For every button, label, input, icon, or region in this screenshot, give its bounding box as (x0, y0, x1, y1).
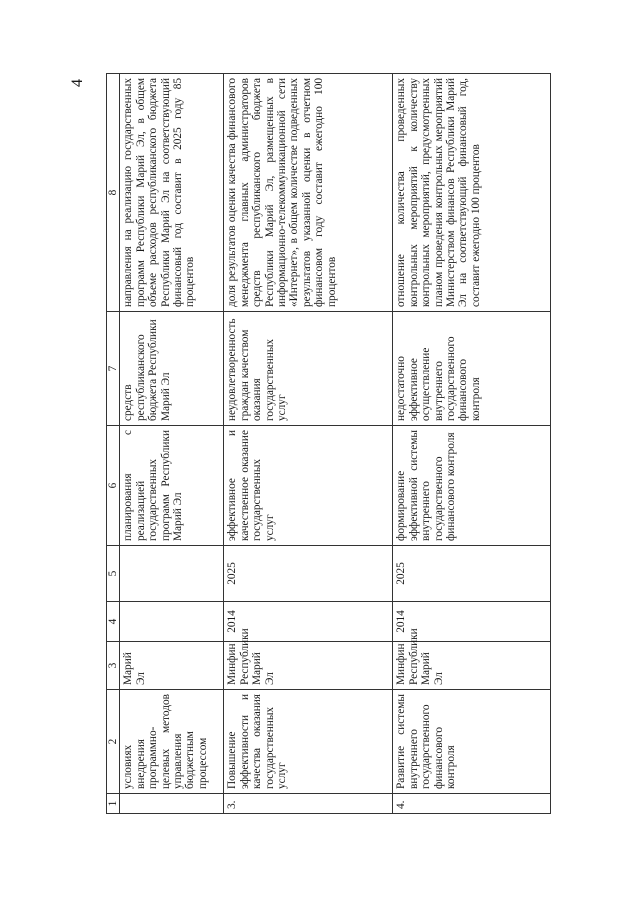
risk: неудовлетворенность граждан качеством оказания государственных услуг (224, 312, 393, 426)
risk: недостаточно эффективное осуществление внутреннего государственного финансового контроля (393, 312, 551, 426)
measures-table (106, 73, 551, 814)
table-row (393, 74, 551, 814)
expected-result: планирования с реализацией государственных программ Республики Марий Эл (120, 426, 224, 546)
expected-result: эффективное и качественное оказание государственных услуг (224, 426, 393, 546)
page-number: 4 (69, 79, 86, 87)
executor: Минфин Республики Марий Эл (393, 642, 551, 690)
executor: Марий Эл (120, 642, 224, 690)
end-year: 2025 (224, 546, 393, 602)
header-cell: 6 (107, 426, 120, 546)
row-number: 3. (224, 794, 393, 814)
header-cell: 5 (107, 546, 120, 602)
header-cell: 3 (107, 642, 120, 690)
header-cell: 4 (107, 602, 120, 642)
end-year (120, 546, 224, 602)
measure-name: Повышение эффективности и качества оказания государственных услуг (224, 690, 393, 794)
header-cell: 1 (107, 794, 120, 814)
expected-result: формирование эффективной системы внутреннего государственного финансового контроля (393, 426, 551, 546)
start-year: 2014 (224, 602, 393, 642)
table-row (120, 74, 224, 814)
executor: Минфин Республики Марий Эл (224, 642, 393, 690)
rotated-table-container (106, 74, 606, 814)
header-cell: 2 (107, 690, 120, 794)
start-year (120, 602, 224, 642)
indicator: направления на реализацию государственных программ Республики Марий Эл, в общем объеме расходов республиканского бюджета Республики Марий Эл на соответствующий финансовый год составит в 2025 году 85 процентов (120, 74, 224, 312)
end-year: 2025 (393, 546, 551, 602)
row-number (120, 794, 224, 814)
measure-name: условиях внедрения программно-целевых методов управления бюджетным процессом (120, 690, 224, 794)
indicator: отношение количества проведенных контрольных мероприятий к количеству контрольных мероприятий, предусмотренных планом проведения контрольных мероприятий Министерством финансов Республики Марий Эл на соответствующий финансовый год, составит ежегодно 100 процентов (393, 74, 551, 312)
header-cell: 7 (107, 312, 120, 426)
measure-name: Развитие системы внутреннего государственного финансового контроля (393, 690, 551, 794)
start-year: 2014 (393, 602, 551, 642)
risk: средств республиканского бюджета Республики Марий Эл (120, 312, 224, 426)
header-row (107, 74, 120, 814)
header-cell: 8 (107, 74, 120, 312)
table-row (224, 74, 393, 814)
indicator: доля результатов оценки качества финансового менеджмента главных администраторов средств республиканского бюджета Республики Марий Эл, размещенных в информационно-телекоммуникационной сети «Интернет», в общем количестве подведенных результатов указанной оценки в отчетном финансовом году составит ежегодно 100 процентов (224, 74, 393, 312)
row-number: 4. (393, 794, 551, 814)
